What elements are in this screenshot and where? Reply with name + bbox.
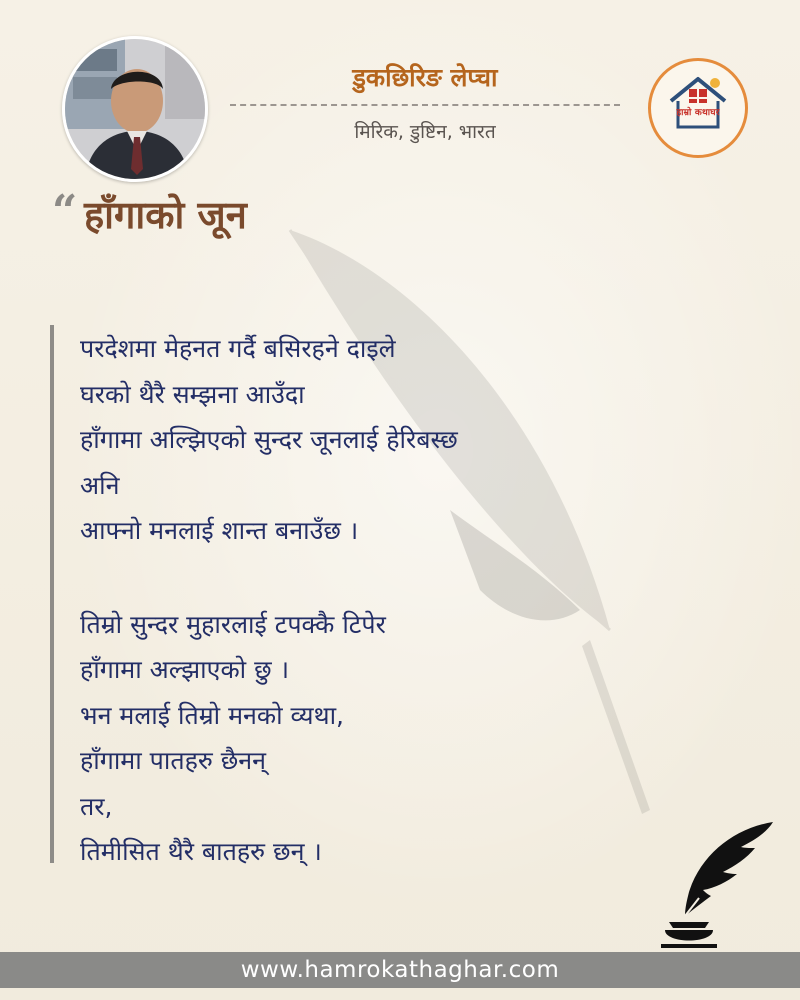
header-divider (230, 104, 620, 106)
logo-text: हाम्रो कथाघर (676, 108, 720, 118)
website-link[interactable]: www.hamrokathaghar.com (240, 957, 560, 983)
poem-line: हाँगामा पातहरु छैनन् (80, 746, 267, 775)
footer-bar (0, 952, 800, 988)
poem-line: घरको थैरै सम्झना आउँदा (80, 379, 305, 409)
stanza-gap (80, 554, 720, 602)
poem-line: तिम्रो सुन्दर मुहारलाई टपक्कै टिपेर (80, 609, 386, 639)
poem-body (80, 326, 720, 875)
poem-line: हाँगामा अल्झिएको सुन्दर जूनलाई हेरिबस्छ (80, 425, 458, 454)
author-name: डुकछिरिङ लेप्चा (352, 63, 498, 92)
stanza-1 (80, 326, 720, 554)
poem-line: तिमीसित थैरै बातहरु छन् । (80, 837, 322, 866)
poem-line: परदेशमा मेहनत गर्दै बसिरहने दाइले (80, 334, 396, 363)
author-location: मिरिक, डुष्टिन, भारत (354, 121, 496, 143)
poem-side-bar (50, 325, 54, 863)
poem-line: तर, (80, 791, 113, 821)
poem-line: आफ्नो मनलाई शान्त बनाउँछ । (80, 516, 359, 545)
poem-line: अनि (80, 470, 120, 500)
poem-line: हाँगामा अल्झाएको छु । (80, 655, 290, 684)
author-photo (65, 39, 205, 179)
poem-line: भन मलाई तिम्रो मनको व्यथा, (80, 700, 344, 730)
author-avatar (62, 36, 208, 182)
quote-mark-icon: “ (52, 186, 78, 237)
quill-inkpot-icon (655, 818, 785, 950)
poem-title: हाँगाको जून (84, 193, 247, 237)
stanza-2 (80, 602, 720, 875)
site-logo[interactable] (648, 58, 748, 158)
